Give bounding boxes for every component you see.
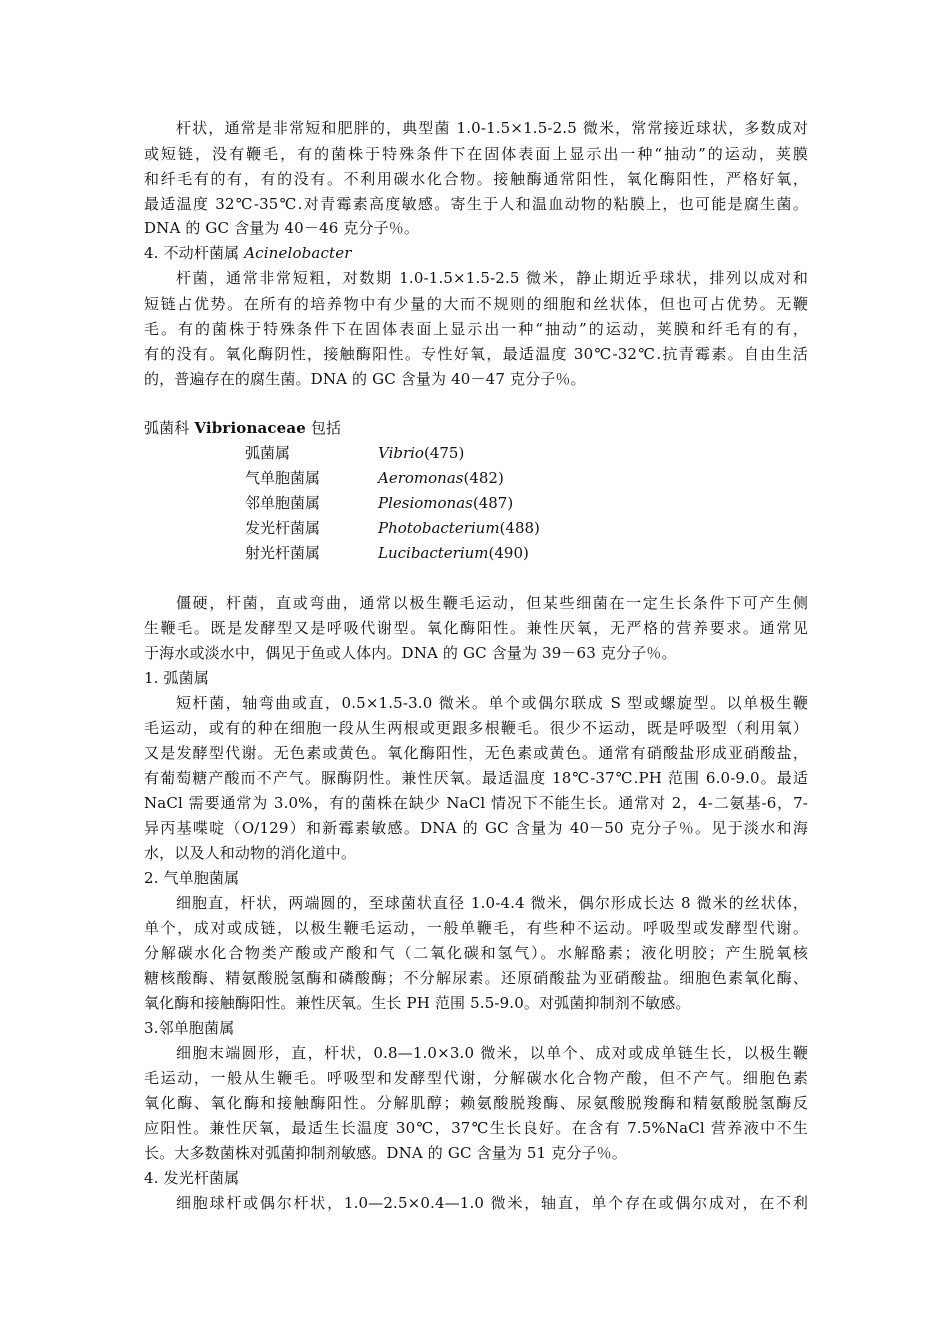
family-heading [144,418,808,438]
genus-number: (487) [472,494,514,512]
genus-latin: Photobacterium [378,519,500,537]
paragraph-line: 异丙基喋啶（O/129）和新霉素敏感。DNA 的 GC 含量为 40－50 克分子％。见于淡水和海 [144,819,808,837]
genus-latin-row [378,493,513,513]
paragraph-line: 有的没有。氧化酶阴性，接触酶阳性。专性好氧，最适温度 30℃-32℃.抗青霉素。自由生活 [144,345,808,363]
genus-latin: Lucibacterium [378,544,489,562]
paragraph-line: 单个，成对或成链，以极生鞭毛运动，一般单鞭毛，有些种不运动。呼吸型或发酵型代谢。 [144,919,808,937]
paragraph-line: 或短链，没有鞭毛，有的菌株于特殊条件下在固体表面上显示出一种“抽动”的运动，荚膜 [144,145,808,163]
paragraph-line: 生鞭毛。既是发酵型又是呼吸代谢型。氧化酶阳性。兼性厌氧，无严格的营养要求。通常见 [144,619,808,637]
genus-latin-row [378,543,529,563]
paragraph-line: 的，普遍存在的腐生菌。DNA 的 GC 含量为 40－47 克分子％。 [144,370,586,388]
paragraph-line: 于海水或淡水中，偶见于鱼或人体内。DNA 的 GC 含量为 39－63 克分子％。 [144,644,677,662]
genus-number: (488) [499,519,540,537]
paragraph-line: 毛。有的菌株于特殊条件下在固体表面上显示出一种“抽动”的运动，荚膜和纤毛有的有， [144,320,808,338]
genus-number: (475) [423,444,465,462]
paragraph-line: 氧化酶、氧化酶和接触酶阳性。分解肌醇；赖氨酸脱羧酶、尿氨酸脱羧酶和精氨酸脱氢酶反 [144,1094,808,1112]
genus-latin-row [378,443,464,463]
section-heading-photobacterium: 4. 发光杆菌属 [144,1169,240,1187]
genus-latin: Aeromonas [378,469,464,487]
genus-latin-row [378,468,504,488]
paragraph-line: NaCl 需要通常为 3.0%，有的菌株在缺少 NaCl 情况下不能生长。通常对 2，4-二氨基-6，7- [144,794,808,812]
paragraph-line: 和纤毛有的有，有的没有。不利用碳水化合物。接触酶通常阳性，氧化酶阳性，严格好氧， [144,170,808,188]
paragraph-line: 氧化酶和接触酶阳性。兼性厌氧。生长 PH 范围 5.5-9.0。对弧菌抑制剂不敏感。 [144,994,691,1012]
paragraph-line: 分解碳水化合物类产酸或产酸和气（二氧化碳和氢气）。水解酪素；液化明胶；产生脱氧核 [144,944,808,962]
paragraph-line: 最适温度 32℃-35℃.对青霉素高度敏感。寄生于人和温血动物的粘膜上，也可能是腐生菌。 [144,195,808,213]
section-heading-plesiomonas: 3.邻单胞菌属 [144,1019,235,1037]
genus-cn: 气单胞菌属 [245,469,321,487]
paragraph-line: 杆状，通常是非常短和肥胖的，典型菌 1.0-1.5×1.5-2.5 微米，常常接近球状，多数成对 [176,119,808,137]
paragraph-line: 僵硬，杆菌，直或弯曲，通常以极生鞭毛运动，但某些细菌在一定生长条件下可产生侧 [176,594,808,612]
genus-number: (490) [488,544,529,562]
paragraph-line: 又是发酵型代谢。无色素或黄色。氧化酶阳性，无色素或黄色。通常有硝酸盐形成亚硝酸盐， [144,744,808,762]
genus-latin: Vibrio [378,444,424,462]
paragraph-line: 有葡萄糖产酸而不产气。脲酶阴性。兼性厌氧。最适温度 18℃-37℃.PH 范围 6.0-9.0。最适 [144,769,808,787]
paragraph-line: 短链占优势。在所有的培养物中有少量的大而不规则的细胞和丝状体，但也可占优势。无鞭 [144,295,808,313]
paragraph-line: 毛运动，一般从生鞭毛。呼吸型和发酵型代谢，分解碳水化合物产酸，但不产气。细胞色素 [144,1069,808,1087]
paragraph-line: 毛运动，或有的种在细胞一段从生两根或更跟多根鞭毛。很少不运动，既是呼吸型（利用氧） [144,719,808,737]
paragraph-line: 长。大多数菌株对弧菌抑制剂敏感。DNA 的 GC 含量为 51 克分子％。 [144,1144,627,1162]
paragraph-line: 细胞末端圆形，直，杆状，0.8—1.0×3.0 微米，以单个、成对或成单链生长，以极生鞭 [176,1044,808,1062]
paragraph-line: 杆菌，通常非常短粗，对数期 1.0-1.5×1.5-2.5 微米，静止期近乎球状，排列以成对和 [176,269,808,287]
paragraph-line: 短杆菌，轴弯曲或直，0.5×1.5-3.0 微米。单个或偶尔联成 S 型或螺旋型。以单极生鞭 [176,694,808,712]
paragraph-line: DNA 的 GC 含量为 40－46 克分子％。 [144,219,420,237]
genus-cn: 弧菌属 [245,444,291,462]
section-heading-vibrio: 1. 弧菌属 [144,669,209,687]
paragraph-line: 应阳性。兼性厌氧，最适生长温度 30℃，37℃生长良好。在含有 7.5%NaCl 营养液中不生 [144,1119,808,1137]
genus-number: (482) [463,469,504,487]
heading-latin: Acinelobacter [244,244,352,262]
family-prefix: 弧菌科 [144,419,195,437]
paragraph-line: 细胞球杆或偶尔杆状，1.0—2.5×0.4—1.0 微米，轴直，单个存在或偶尔成对，在不利 [176,1194,808,1212]
genus-cn: 邻单胞菌属 [245,494,321,512]
section-heading-acinetobacter [144,243,808,263]
family-latin: Vibrionaceae [194,419,306,437]
paragraph-line: 糖核酸酶、精氨酸脱氢酶和磷酸酶；不分解尿素。还原硝酸盐为亚硝酸盐。细胞色素氧化酶、 [144,969,808,987]
family-suffix: 包括 [305,419,342,437]
genus-latin-row [378,518,540,538]
heading-text: 4. 不动杆菌属 [144,244,245,262]
paragraph-line: 水，以及人和动物的消化道中。 [144,844,357,862]
paragraph-line: 细胞直，杆状，两端圆的，至球菌状直径 1.0-4.4 微米，偶尔形成长达 8 微米的丝状体， [176,894,808,912]
genus-cn: 发光杆菌属 [245,519,321,537]
section-heading-aeromonas: 2. 气单胞菌属 [144,869,240,887]
genus-latin: Plesiomonas [378,494,473,512]
genus-cn: 射光杆菌属 [245,544,321,562]
